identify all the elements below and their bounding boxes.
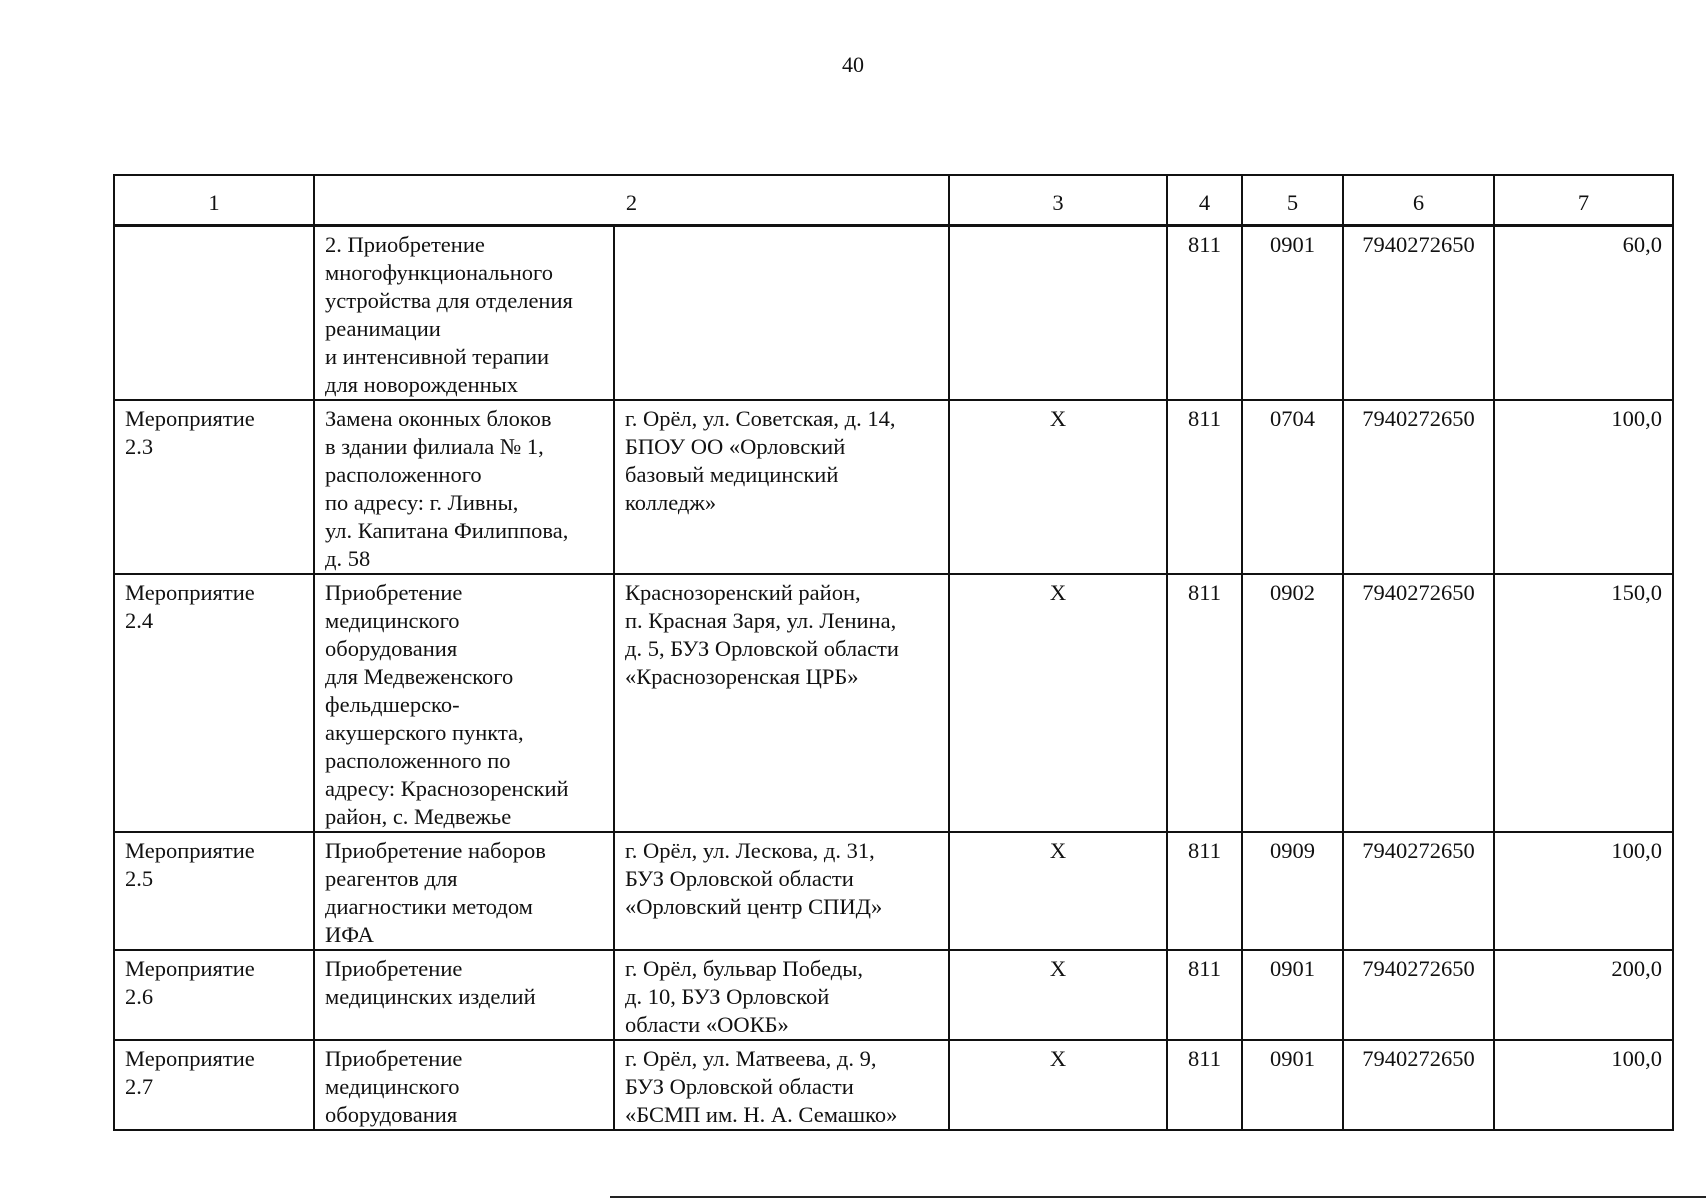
- name-cell-line: устройства для отделения: [325, 288, 573, 313]
- address-cell: [614, 574, 949, 832]
- event-cell-line: Мероприятие: [125, 580, 255, 605]
- name-cell: [314, 226, 614, 401]
- name-cell-line: фельдшерско-: [325, 692, 460, 717]
- col5-cell: 0704: [1242, 400, 1343, 574]
- col4-cell: 811: [1167, 400, 1242, 574]
- name-cell-line: для новорожденных: [325, 372, 519, 397]
- col3-cell: Х: [949, 574, 1167, 832]
- col5-cell: 0901: [1242, 950, 1343, 1040]
- table-row: [114, 1040, 1673, 1130]
- col6-cell: 7940272650: [1343, 950, 1494, 1040]
- address-cell-line: д. 10, БУЗ Орловской: [625, 984, 830, 1009]
- event-cell-line: Мероприятие: [125, 838, 255, 863]
- event-cell-line: 2.3: [125, 434, 154, 459]
- col4-cell: 811: [1167, 1040, 1242, 1130]
- name-cell-line: расположенного по: [325, 748, 511, 773]
- name-cell-line: и интенсивной терапии: [325, 344, 550, 369]
- address-cell: [614, 226, 949, 401]
- col6-cell: 7940272650: [1343, 832, 1494, 950]
- address-cell-line: «БСМП им. Н. А. Семашко»: [625, 1102, 898, 1127]
- name-cell-line: медицинских изделий: [325, 984, 536, 1009]
- address-cell: [614, 400, 949, 574]
- address-cell-line: «Орловский центр СПИД»: [625, 894, 883, 919]
- col3-cell: [949, 226, 1167, 401]
- col5-cell: 0909: [1242, 832, 1343, 950]
- name-cell-line: Приобретение: [325, 956, 463, 981]
- header-cell-3: 3: [949, 175, 1167, 226]
- event-cell-line: Мероприятие: [125, 406, 255, 431]
- event-cell-line: 2.7: [125, 1074, 154, 1099]
- col7-cell: 100,0: [1494, 1040, 1673, 1130]
- event-cell-line: Мероприятие: [125, 1046, 255, 1071]
- address-cell-line: г. Орёл, ул. Советская, д. 14,: [625, 406, 896, 431]
- name-cell-line: район, с. Медвежье: [325, 804, 512, 829]
- name-cell-line: акушерского пункта,: [325, 720, 524, 745]
- name-cell-line: в здании филиала № 1,: [325, 434, 544, 459]
- name-cell-line: диагностики методом: [325, 894, 533, 919]
- name-cell: [314, 400, 614, 574]
- header-cell-1: 1: [114, 175, 314, 226]
- event-cell-line: 2.6: [125, 984, 154, 1009]
- header-cell-7: 7: [1494, 175, 1673, 226]
- col3-cell: Х: [949, 950, 1167, 1040]
- name-cell-line: по адресу: г. Ливны,: [325, 490, 519, 515]
- col3-cell: Х: [949, 400, 1167, 574]
- col6-cell: 7940272650: [1343, 226, 1494, 401]
- name-cell: [314, 832, 614, 950]
- table-row: [114, 950, 1673, 1040]
- name-cell-line: Приобретение: [325, 1046, 463, 1071]
- col5-cell: 0901: [1242, 226, 1343, 401]
- name-cell-line: медицинского: [325, 1074, 460, 1099]
- budget-table: [113, 174, 1674, 1131]
- col6-cell: 7940272650: [1343, 400, 1494, 574]
- name-cell-line: ИФА: [325, 922, 374, 947]
- col6-cell: 7940272650: [1343, 574, 1494, 832]
- bottom-rule: [610, 1196, 1706, 1198]
- col3-cell: Х: [949, 1040, 1167, 1130]
- col7-cell: 100,0: [1494, 400, 1673, 574]
- col7-cell: 60,0: [1494, 226, 1673, 401]
- header-cell-5: 5: [1242, 175, 1343, 226]
- name-cell-line: Приобретение: [325, 580, 463, 605]
- address-cell-line: БУЗ Орловской области: [625, 866, 854, 891]
- name-cell-line: Приобретение наборов: [325, 838, 546, 863]
- address-cell-line: д. 5, БУЗ Орловской области: [625, 636, 899, 661]
- name-cell-line: для Медвеженского: [325, 664, 514, 689]
- address-cell-line: БПОУ ОО «Орловский: [625, 434, 846, 459]
- event-cell: [114, 226, 314, 401]
- col5-cell: 0902: [1242, 574, 1343, 832]
- address-cell-line: колледж»: [625, 490, 717, 515]
- event-cell: [114, 832, 314, 950]
- header-cell-2: 2: [314, 175, 949, 226]
- event-cell: [114, 950, 314, 1040]
- name-cell-line: оборудования: [325, 1102, 458, 1127]
- col4-cell: 811: [1167, 950, 1242, 1040]
- name-cell-line: адресу: Краснозоренский: [325, 776, 569, 801]
- address-cell-line: базовый медицинский: [625, 462, 839, 487]
- address-cell-line: области «ООКБ»: [625, 1012, 789, 1037]
- address-cell: [614, 1040, 949, 1130]
- address-cell-line: Краснозоренский район,: [625, 580, 861, 605]
- table-row: [114, 400, 1673, 574]
- name-cell-line: оборудования: [325, 636, 458, 661]
- col7-cell: 100,0: [1494, 832, 1673, 950]
- name-cell-line: д. 58: [325, 546, 371, 571]
- col7-cell: 200,0: [1494, 950, 1673, 1040]
- name-cell: [314, 574, 614, 832]
- event-cell-line: 2.5: [125, 866, 154, 891]
- col6-cell: 7940272650: [1343, 1040, 1494, 1130]
- header-cell-4: 4: [1167, 175, 1242, 226]
- col4-cell: 811: [1167, 832, 1242, 950]
- address-cell-line: г. Орёл, ул. Лескова, д. 31,: [625, 838, 875, 863]
- event-cell: [114, 1040, 314, 1130]
- name-cell-line: расположенного: [325, 462, 482, 487]
- col5-cell: 0901: [1242, 1040, 1343, 1130]
- col4-cell: 811: [1167, 226, 1242, 401]
- address-cell: [614, 950, 949, 1040]
- address-cell: [614, 832, 949, 950]
- event-cell: [114, 400, 314, 574]
- event-cell-line: Мероприятие: [125, 956, 255, 981]
- name-cell-line: ул. Капитана Филиппова,: [325, 518, 569, 543]
- header-row: [114, 175, 1673, 226]
- address-cell-line: п. Красная Заря, ул. Ленина,: [625, 608, 897, 633]
- col4-cell: 811: [1167, 574, 1242, 832]
- event-cell: [114, 574, 314, 832]
- name-cell-line: реанимации: [325, 316, 441, 341]
- table-row: [114, 574, 1673, 832]
- name-cell-line: медицинского: [325, 608, 460, 633]
- name-cell: [314, 950, 614, 1040]
- name-cell-line: реагентов для: [325, 866, 458, 891]
- table-row: [114, 832, 1673, 950]
- header-cell-6: 6: [1343, 175, 1494, 226]
- col7-cell: 150,0: [1494, 574, 1673, 832]
- col3-cell: Х: [949, 832, 1167, 950]
- name-cell-line: Замена оконных блоков: [325, 406, 552, 431]
- address-cell-line: г. Орёл, ул. Матвеева, д. 9,: [625, 1046, 877, 1071]
- event-cell-line: 2.4: [125, 608, 154, 633]
- table-row: [114, 226, 1673, 401]
- name-cell: [314, 1040, 614, 1130]
- name-cell-line: многофункционального: [325, 260, 553, 285]
- address-cell-line: «Краснозоренская ЦРБ»: [625, 664, 859, 689]
- address-cell-line: БУЗ Орловской области: [625, 1074, 854, 1099]
- address-cell-line: г. Орёл, бульвар Победы,: [625, 956, 863, 981]
- page-number: 40: [842, 52, 864, 77]
- name-cell-line: 2. Приобретение: [325, 232, 485, 257]
